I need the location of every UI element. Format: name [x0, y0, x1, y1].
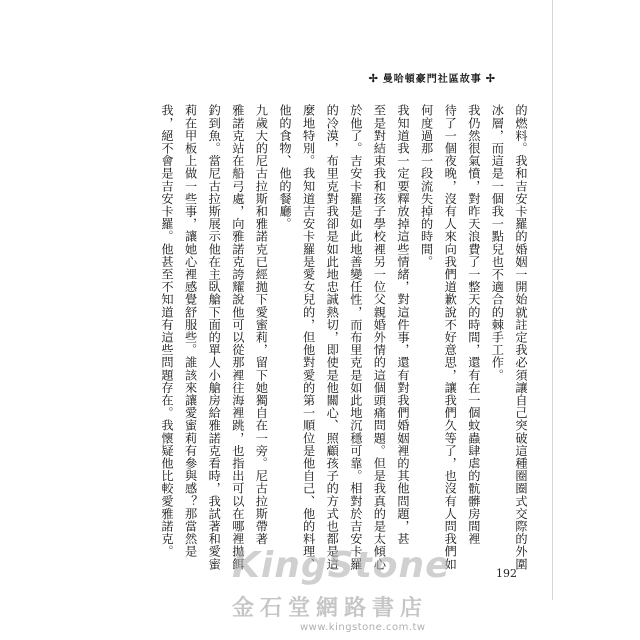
text-column: 冰層，而這是一個我一點兒也不適合的棘手工作。 — [490, 104, 505, 382]
text-column: 釣到魚。當尼古拉斯展示他在主臥艙下面的單人小艙房給雅諾克看時，我試著和愛蜜 — [207, 104, 222, 571]
text-column: 雅諾克站在船弓處，向雅諾克誇耀說他可以從那裡往海裡跳，也指出可以在哪裡拋餌 — [230, 104, 245, 571]
header-title: 曼哈頓豪門社區故事 — [382, 74, 482, 85]
text-column: 待了一個夜晚，沒有人來向我們道歉說不好意思，讓我們久等了，也沒有人問我們如 — [443, 104, 458, 571]
text-column: 的燃料。我和吉安卡羅的婚姻一開始就註定我必須讓自己突破這種圈圈式交際的外圍 — [514, 104, 528, 571]
text-column: 我仍然很氣憤，對昨天浪費了一整天的時間，還有在一個蚊蟲肆虐的骯髒房間裡 — [466, 104, 481, 545]
text-column: 莉在甲板上做一些事，讓她心裡感覺舒服些。誰該來讓愛蜜莉有參與感？那當然是 — [183, 104, 198, 558]
page-spine-line — [552, 0, 553, 600]
text-column: 於他了。吉安卡羅是如此地善變任性，而布里克是如此地沉穩可靠。相對於吉安卡羅 — [348, 104, 363, 571]
running-header — [365, 70, 500, 85]
header-ornament-left: ✢ — [368, 72, 379, 85]
watermark-store-name: 金石堂網路書店 — [232, 595, 429, 621]
text-column: 何度過那一段流失掉的時間。 — [419, 104, 434, 268]
page-number: 192 — [496, 567, 517, 580]
text-column: 我，絕不會是吉安卡羅。他甚至不知道有這些問題存在。我懷疑他比較愛雅諾克。 — [160, 104, 174, 558]
text-column: 麼地特別。我知道吉安卡羅是愛女兒的，但他對愛的第一順位是他自己、他的料理、 — [301, 104, 316, 571]
watermark-url: www.kingstone.com.tw — [300, 622, 426, 633]
text-column: 至是對結束我和孩子學校裡另一位父親婚外情的這個頭痛問題。但是我真的是太傾心 — [372, 104, 387, 571]
text-column: 我知道我一定要釋放掉這些情緒，對這件事，還有對我們婚姻裡的其他問題，甚 — [396, 104, 410, 545]
text-column: 九歲大的尼古拉斯和雅諾克已經拋下愛蜜莉，留下她獨自在一旁。尼古拉斯帶著 — [254, 104, 269, 545]
text-column: 他的食物、他的餐廳。 — [278, 104, 292, 230]
header-ornament-right: ✢ — [485, 72, 496, 85]
watermark-logo: KingStone — [232, 545, 451, 586]
text-column: 的冷漠，布里克對我卻是如此地忠誠熱切，即使是他關心、照顧孩子的方式也都是這 — [325, 104, 340, 571]
